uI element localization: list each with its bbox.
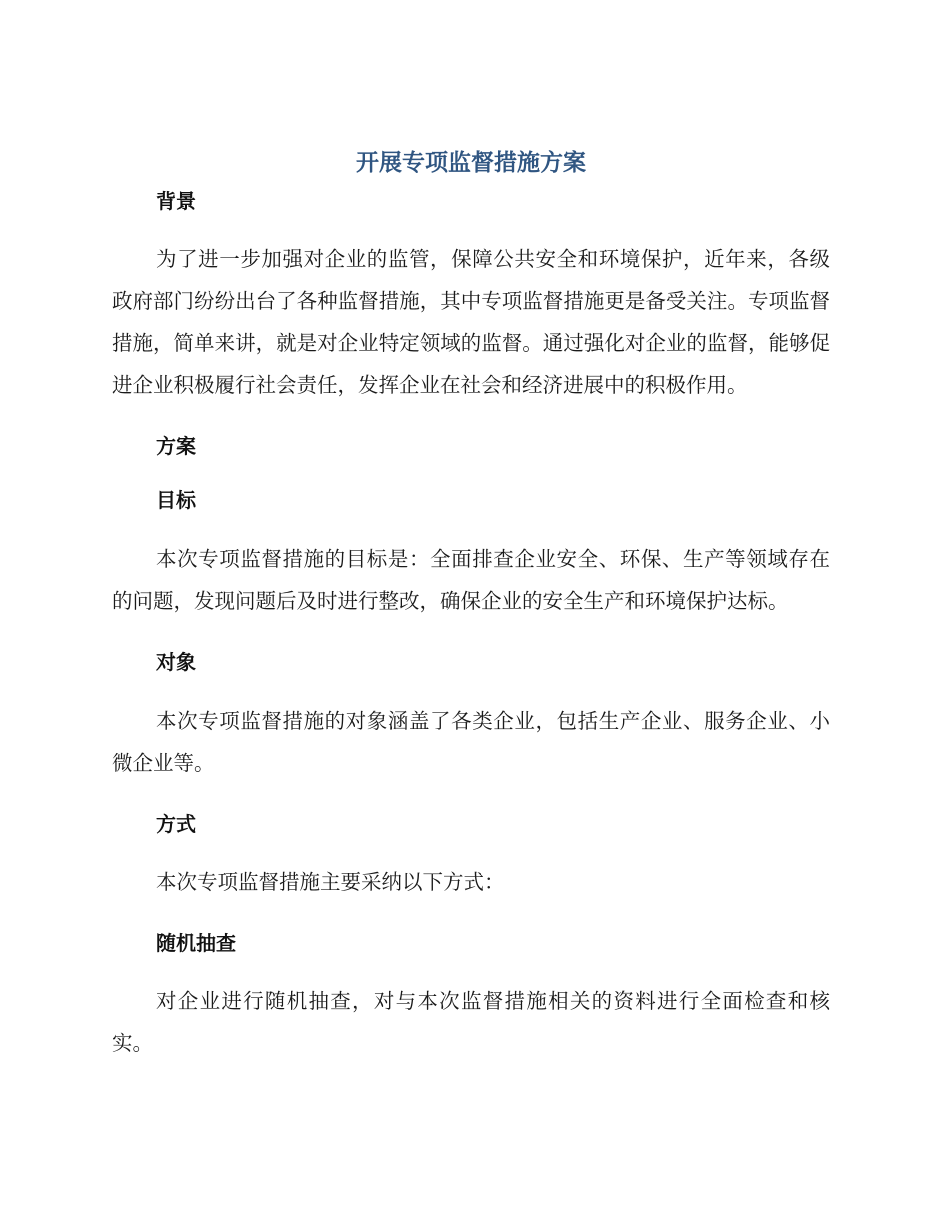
section-heading-target: 对象 [156, 650, 196, 674]
section-text-random-check: 对企业进行随机抽查，对与本次监督措施相关的资料进行全面检查和核实。 [112, 989, 830, 1055]
document-title: 开展专项监督措施方案 [356, 150, 586, 176]
section-text-method: 本次专项监督措施主要采纳以下方式： [156, 870, 505, 894]
section-heading-plan: 方案 [156, 434, 196, 458]
document-body [112, 144, 830, 1064]
section-text-target: 本次专项监督措施的对象涵盖了各类企业，包括生产企业、服务企业、小微企业等。 [112, 709, 830, 775]
section-text-goal: 本次专项监督措施的目标是：全面排查企业安全、环保、生产等领域存在的问题，发现问题后及时进行整改，确保企业的安全生产和环境保护达标。 [112, 547, 830, 613]
section-heading-background: 背景 [156, 189, 196, 213]
section-heading-random-check: 随机抽查 [156, 931, 236, 955]
section-text-background: 为了进一步加强对企业的监管，保障公共安全和环境保护，近年来，各级政府部门纷纷出台了各种监督措施，其中专项监督措施更是备受关注。专项监督措施，简单来讲，就是对企业特定领域的监督。通过强化对企业的监督，能够促进企业积极履行社会责任，发挥企业在社会和经济进展中的积极作用。 [112, 247, 830, 397]
section-heading-goal: 目标 [156, 488, 196, 512]
section-heading-method: 方式 [156, 812, 196, 836]
